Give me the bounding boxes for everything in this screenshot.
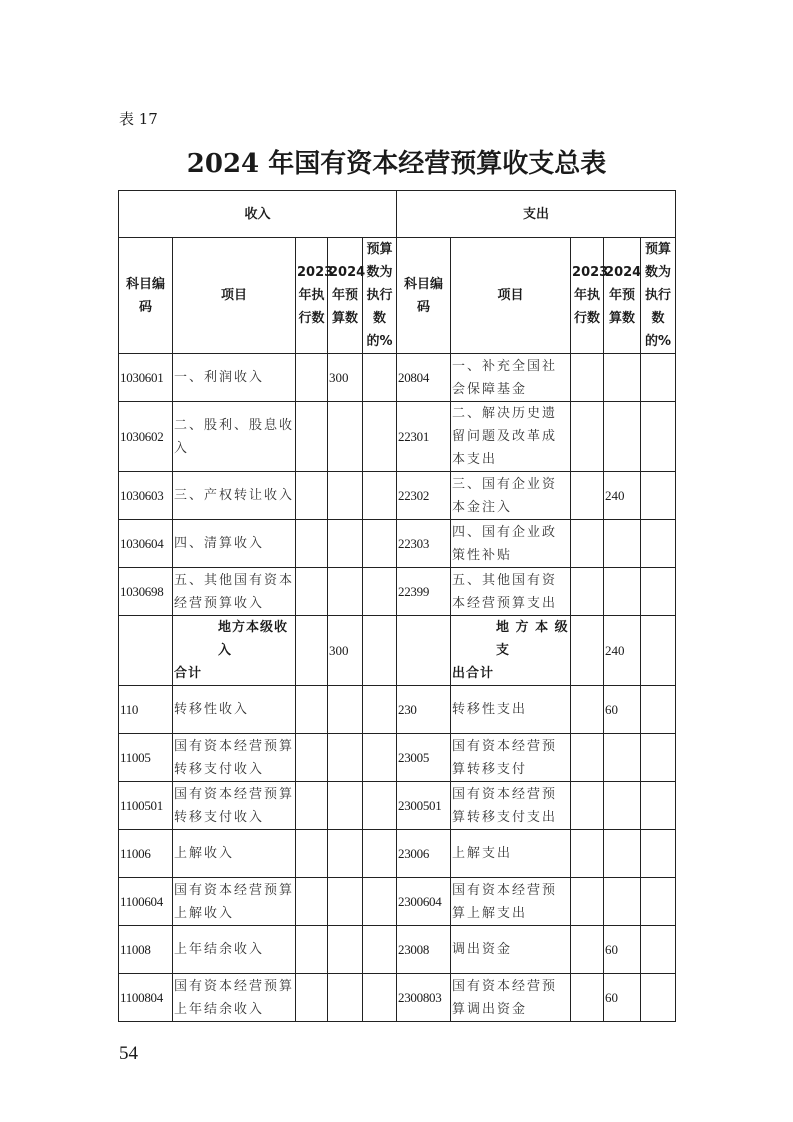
income-2024-cell: [328, 830, 363, 878]
expenditure-ratio-cell: [641, 520, 676, 568]
expenditure-code-cell: 22301: [397, 402, 451, 472]
table-row: [119, 402, 676, 472]
expenditure-ratio-cell: [641, 830, 676, 878]
expenditure-ratio-cell: [641, 878, 676, 926]
income-section-header: 收入: [119, 191, 397, 238]
expenditure-2024-cell: 240: [604, 472, 641, 520]
income-2023-cell: [296, 472, 328, 520]
expenditure-code-cell: 22303: [397, 520, 451, 568]
expenditure-section-header: 支出: [397, 191, 676, 238]
income-2024-cell: 300: [328, 354, 363, 402]
income-subtotal-label-line1: 地方本级收入: [218, 620, 289, 658]
table-row: [119, 926, 676, 974]
expenditure-2024-cell: 240: [604, 616, 641, 686]
income-2023-cell: [296, 568, 328, 616]
expenditure-2024-cell: [604, 354, 641, 402]
expenditure-ratio-cell: [641, 686, 676, 734]
table-row: [119, 878, 676, 926]
income-ratio-cell: [363, 974, 397, 1022]
expenditure-ratio-cell: [641, 472, 676, 520]
income-2024-cell: [328, 686, 363, 734]
expenditure-2024-cell: [604, 568, 641, 616]
expenditure-code-cell: 23006: [397, 830, 451, 878]
expenditure-2024-cell: 60: [604, 686, 641, 734]
income-2023-cell: [296, 354, 328, 402]
expenditure-2024-cell: [604, 734, 641, 782]
income-ratio-cell: [363, 472, 397, 520]
page-number: 54: [119, 1043, 138, 1064]
expenditure-2023-cell: [571, 830, 604, 878]
income-2023-cell: [296, 782, 328, 830]
income-item-cell: 五、其他国有资本经营预算收入: [173, 568, 296, 616]
expenditure-2023-cell: [571, 926, 604, 974]
table-row: [119, 974, 676, 1022]
income-item-cell: 四、清算收入: [173, 520, 296, 568]
expenditure-ratio-cell: [641, 974, 676, 1022]
income-2024-cell: [328, 734, 363, 782]
expenditure-code-cell: 23008: [397, 926, 451, 974]
income-code-cell: 1030601: [119, 354, 173, 402]
income-2023-cell: [296, 830, 328, 878]
expenditure-code-cell: [397, 616, 451, 686]
expenditure-2023-cell: [571, 686, 604, 734]
table-label: 表 17: [119, 110, 158, 128]
table-row: [119, 520, 676, 568]
expenditure-subtotal-label-line2: 出合计: [452, 666, 495, 681]
income-code-cell: 11008: [119, 926, 173, 974]
expenditure-2023-cell: [571, 568, 604, 616]
expenditure-ratio-cell: [641, 782, 676, 830]
income-2024-cell: 300: [328, 616, 363, 686]
expenditure-item-cell: 调出资金: [451, 926, 571, 974]
expenditure-code-cell: 22399: [397, 568, 451, 616]
expenditure-2023-cell: [571, 734, 604, 782]
income-2023-cell: [296, 878, 328, 926]
expenditure-2023-cell: [571, 782, 604, 830]
income-ratio-cell: [363, 568, 397, 616]
income-ratio-cell: [363, 926, 397, 974]
income-2024-header: 2024年预算数: [328, 238, 363, 354]
income-item-cell: 二、股利、股息收入: [173, 402, 296, 472]
income-ratio-cell: [363, 520, 397, 568]
income-subtotal-label-line2: 合计: [174, 666, 203, 681]
income-ratio-cell: [363, 734, 397, 782]
table-row: [119, 472, 676, 520]
income-subtotal-label: [173, 616, 296, 686]
expenditure-2023-cell: [571, 878, 604, 926]
expenditure-2023-cell: [571, 402, 604, 472]
expenditure-code-cell: 230: [397, 686, 451, 734]
expenditure-ratio-cell: [641, 568, 676, 616]
table-row: [119, 686, 676, 734]
expenditure-code-cell: 2300604: [397, 878, 451, 926]
income-code-cell: 1030698: [119, 568, 173, 616]
income-2024-cell: [328, 568, 363, 616]
income-ratio-cell: [363, 402, 397, 472]
expenditure-code-cell: 2300803: [397, 974, 451, 1022]
income-2024-cell: [328, 974, 363, 1022]
income-ratio-cell: [363, 686, 397, 734]
table-row: [119, 568, 676, 616]
income-item-cell: 转移性收入: [173, 686, 296, 734]
income-code-cell: 1030602: [119, 402, 173, 472]
expenditure-ratio-cell: [641, 734, 676, 782]
income-item-header: 项目: [173, 238, 296, 354]
income-ratio-header: 预算数为执行数的%: [363, 238, 397, 354]
expenditure-item-cell: 国有资本经营预算调出资金: [451, 974, 571, 1022]
expenditure-2024-cell: [604, 782, 641, 830]
page-title: 2024 年国有资本经营预算收支总表: [186, 149, 607, 179]
expenditure-ratio-cell: [641, 402, 676, 472]
income-2023-cell: [296, 926, 328, 974]
income-code-cell: 1100501: [119, 782, 173, 830]
expenditure-item-cell: 四、国有企业政策性补贴: [451, 520, 571, 568]
table-body: [119, 354, 676, 1022]
income-code-cell: 1100804: [119, 974, 173, 1022]
income-code-cell: 11005: [119, 734, 173, 782]
expenditure-2023-header: 2023年执行数: [571, 238, 604, 354]
table-row: [119, 830, 676, 878]
expenditure-2024-header: 2024年预算数: [604, 238, 641, 354]
expenditure-code-cell: 2300501: [397, 782, 451, 830]
income-ratio-cell: [363, 830, 397, 878]
income-2024-cell: [328, 472, 363, 520]
expenditure-code-header: 科目编码: [397, 238, 451, 354]
expenditure-2023-cell: [571, 472, 604, 520]
income-item-cell: 三、产权转让收入: [173, 472, 296, 520]
income-ratio-cell: [363, 354, 397, 402]
income-2023-cell: [296, 974, 328, 1022]
expenditure-ratio-header: 预算数为执行数的%: [641, 238, 676, 354]
income-2024-cell: [328, 926, 363, 974]
income-ratio-cell: [363, 878, 397, 926]
expenditure-2024-cell: [604, 878, 641, 926]
table-row: [119, 782, 676, 830]
income-item-cell: 国有资本经营预算转移支付收入: [173, 734, 296, 782]
income-ratio-cell: [363, 616, 397, 686]
income-2023-cell: [296, 402, 328, 472]
income-code-cell: 1030603: [119, 472, 173, 520]
expenditure-2023-cell: [571, 520, 604, 568]
income-item-cell: 一、利润收入: [173, 354, 296, 402]
income-2023-cell: [296, 686, 328, 734]
subtotal-row: [119, 616, 676, 686]
income-item-cell: 国有资本经营预算上年结余收入: [173, 974, 296, 1022]
expenditure-subtotal-label-line1: 地 方 本 级 支: [496, 620, 569, 658]
income-code-cell: 110: [119, 686, 173, 734]
income-2023-header: 2023年执行数: [296, 238, 328, 354]
income-code-header: 科目编码: [119, 238, 173, 354]
table-row: [119, 734, 676, 782]
expenditure-2024-cell: [604, 520, 641, 568]
expenditure-2024-cell: [604, 830, 641, 878]
income-item-cell: 国有资本经营预算上解收入: [173, 878, 296, 926]
expenditure-2023-cell: [571, 616, 604, 686]
expenditure-2024-cell: 60: [604, 926, 641, 974]
income-2024-cell: [328, 520, 363, 568]
expenditure-2024-cell: [604, 402, 641, 472]
expenditure-item-cell: 国有资本经营预算上解支出: [451, 878, 571, 926]
income-2024-cell: [328, 782, 363, 830]
expenditure-item-cell: 五、其他国有资本经营预算支出: [451, 568, 571, 616]
income-code-cell: 1030604: [119, 520, 173, 568]
income-2023-cell: [296, 734, 328, 782]
income-code-cell: [119, 616, 173, 686]
expenditure-code-cell: 20804: [397, 354, 451, 402]
expenditure-item-cell: 国有资本经营预算转移支付支出: [451, 782, 571, 830]
budget-table: [118, 190, 676, 1022]
expenditure-2023-cell: [571, 354, 604, 402]
income-2023-cell: [296, 520, 328, 568]
income-item-cell: 国有资本经营预算转移支付收入: [173, 782, 296, 830]
expenditure-ratio-cell: [641, 354, 676, 402]
income-code-cell: 1100604: [119, 878, 173, 926]
expenditure-2023-cell: [571, 974, 604, 1022]
expenditure-item-header: 项目: [451, 238, 571, 354]
income-2024-cell: [328, 402, 363, 472]
expenditure-2024-cell: 60: [604, 974, 641, 1022]
expenditure-item-cell: 转移性支出: [451, 686, 571, 734]
expenditure-ratio-cell: [641, 616, 676, 686]
income-item-cell: 上解收入: [173, 830, 296, 878]
expenditure-item-cell: 一、补充全国社会保障基金: [451, 354, 571, 402]
income-item-cell: 上年结余收入: [173, 926, 296, 974]
expenditure-subtotal-label: [451, 616, 571, 686]
expenditure-item-cell: 国有资本经营预算转移支付: [451, 734, 571, 782]
income-ratio-cell: [363, 782, 397, 830]
income-code-cell: 11006: [119, 830, 173, 878]
expenditure-code-cell: 22302: [397, 472, 451, 520]
table-row: [119, 354, 676, 402]
expenditure-code-cell: 23005: [397, 734, 451, 782]
expenditure-item-cell: 上解支出: [451, 830, 571, 878]
income-2024-cell: [328, 878, 363, 926]
expenditure-item-cell: 二、解决历史遗留问题及改革成本支出: [451, 402, 571, 472]
expenditure-item-cell: 三、国有企业资本金注入: [451, 472, 571, 520]
income-2023-cell: [296, 616, 328, 686]
expenditure-ratio-cell: [641, 926, 676, 974]
